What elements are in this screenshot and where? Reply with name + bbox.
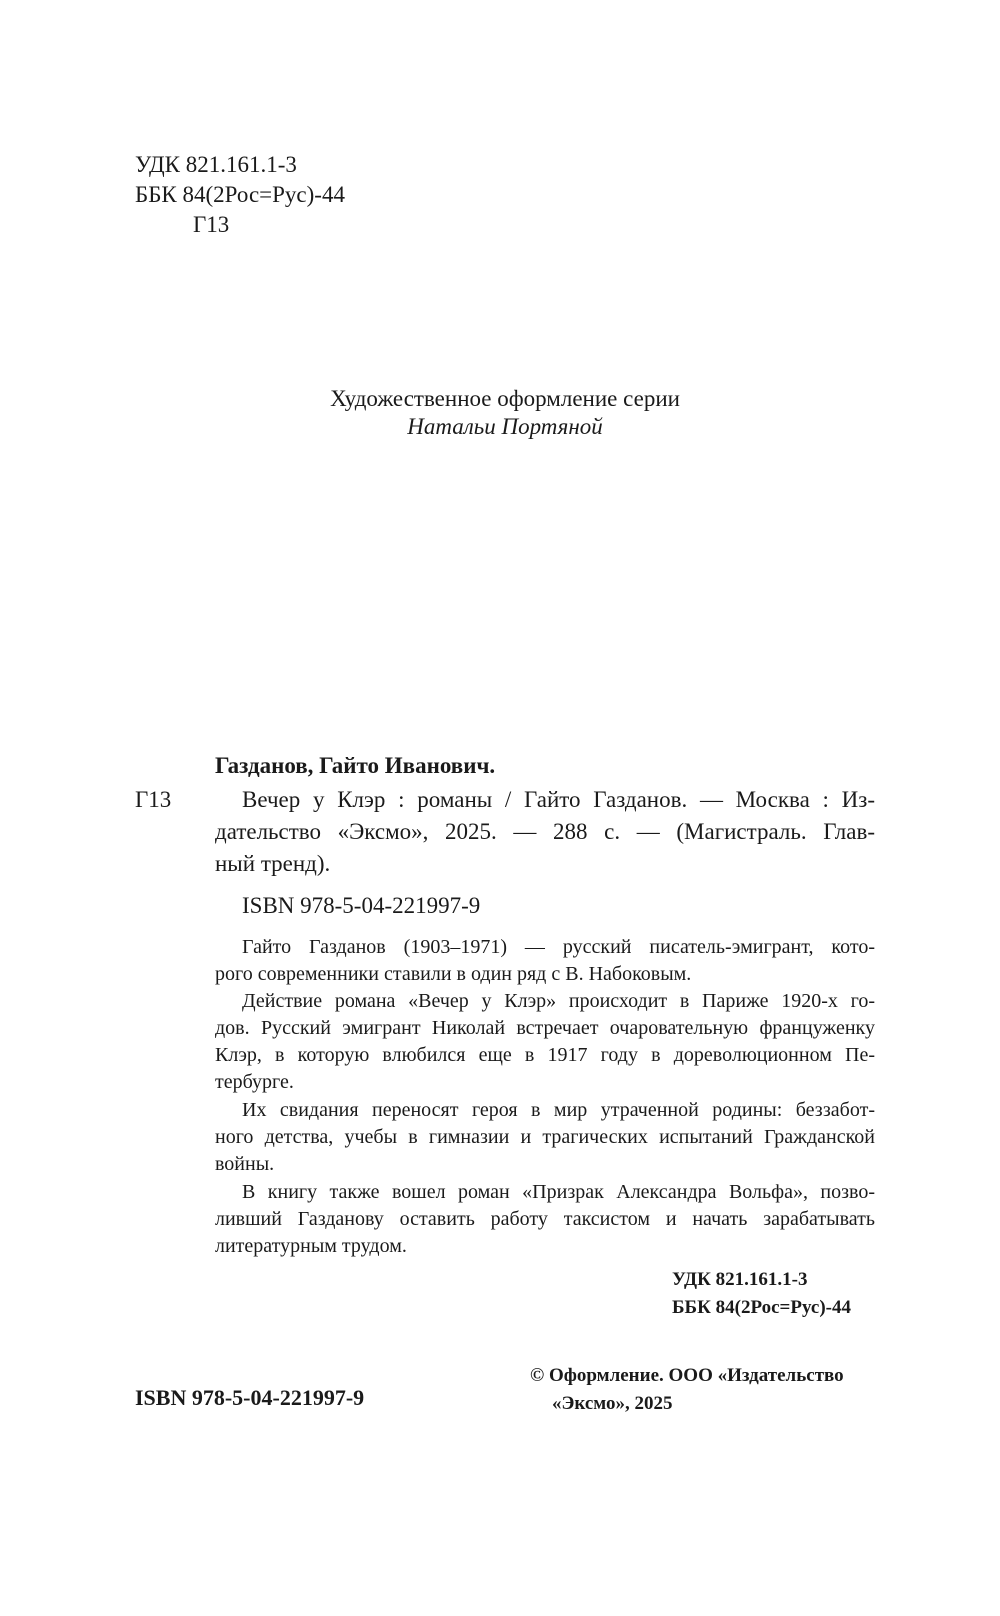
annotation-line: Клэр, в которую влюбился еще в 1917 году в дореволюционном Пе- <box>215 1044 875 1066</box>
annotation-line: тербурге. <box>215 1071 294 1093</box>
series-design-credit: Художественное оформление серии <box>330 386 680 411</box>
annotation-line: В книгу также вошел роман «Призрак Александра Вольфа», позво- <box>242 1181 875 1203</box>
annotation-line: Гайто Газданов (1903–1971) — русский писатель-эмигрант, кото- <box>242 936 875 958</box>
description-line: ный тренд). <box>215 851 331 876</box>
description-line: Вечер у Клэр : романы / Гайто Газданов. — Москва : Из- <box>242 787 875 812</box>
annotation-line: литературным трудом. <box>215 1235 407 1257</box>
bbk-code-bottom: ББК 84(2Рос=Рус)-44 <box>672 1297 851 1318</box>
copyright-line: «Эксмо», 2025 <box>552 1393 673 1414</box>
bbk-code-top: ББК 84(2Рос=Рус)-44 <box>135 182 345 207</box>
udk-code-bottom: УДК 821.161.1-3 <box>672 1269 808 1290</box>
annotation-line: Действие романа «Вечер у Клэр» происходит в Париже 1920-х го- <box>242 990 875 1012</box>
annotation-line: ного детства, учебы в гимназии и трагических испытаний Гражданской <box>215 1126 875 1148</box>
isbn-bottom: ISBN 978-5-04-221997-9 <box>135 1385 365 1410</box>
annotation-line: Их свидания переносят героя в мир утраченной родины: беззабот- <box>242 1099 875 1121</box>
copyright-line: © Оформление. ООО «Издательство <box>530 1365 844 1386</box>
record-isbn: ISBN 978-5-04-221997-9 <box>242 893 481 918</box>
annotation-line: дов. Русский эмигрант Николай встречает очаровательную француженку <box>215 1017 875 1039</box>
annotation-line: рого современники ставили в один ряд с В. Набоковым. <box>215 963 692 985</box>
author-mark: Г13 <box>135 787 172 812</box>
udk-code-top: УДК 821.161.1-3 <box>135 152 297 177</box>
annotation-line: ливший Газданову оставить работу таксистом и начать зарабатывать <box>215 1208 875 1230</box>
record-heading: Газданов, Гайто Иванович. <box>215 753 496 778</box>
annotation-line: войны. <box>215 1153 275 1175</box>
description-line: дательство «Эксмо», 2025. — 288 с. — (Магистраль. Глав- <box>215 819 875 844</box>
designer-name: Натальи Портяной <box>407 414 603 439</box>
author-mark-top: Г13 <box>193 212 230 237</box>
